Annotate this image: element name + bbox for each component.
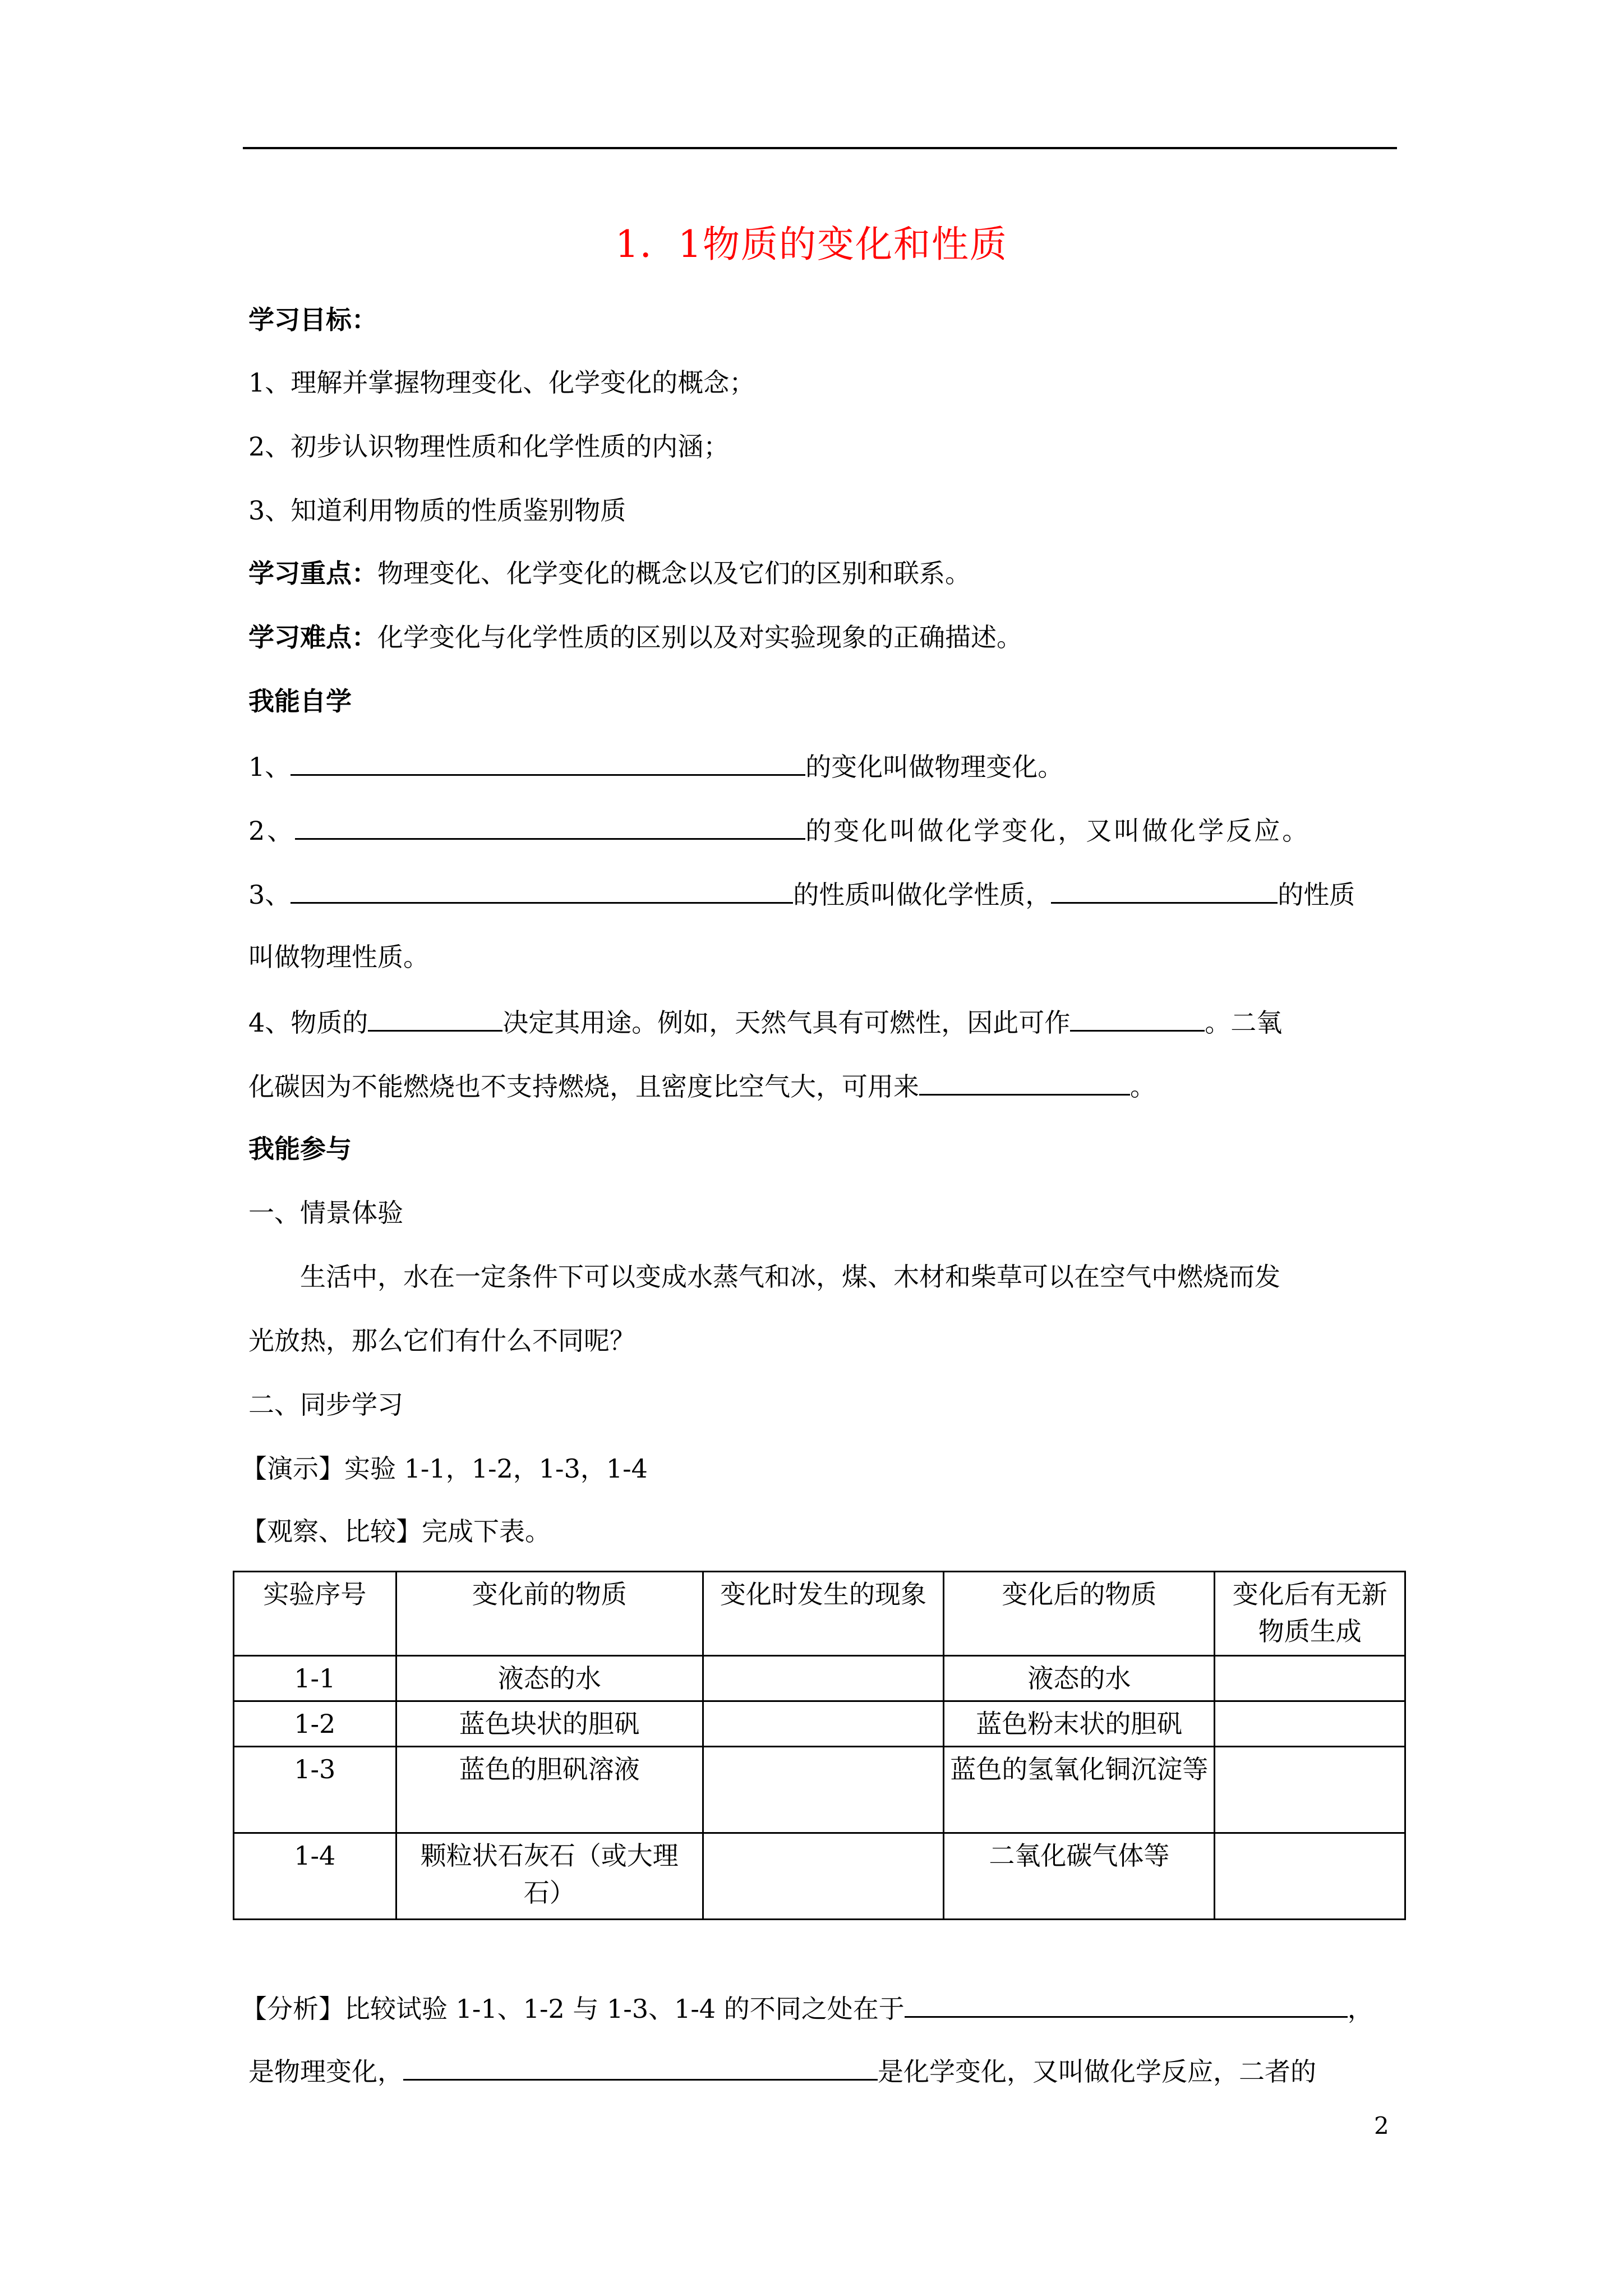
q1-number: 1、: [248, 752, 291, 782]
header-cell-after: 变化后的物质: [944, 1572, 1215, 1656]
q4-text-mid: 决定其用途。例如，天然气具有可燃性，因此可作: [502, 1007, 1071, 1038]
cell-phenomenon[interactable]: [703, 1747, 943, 1833]
observe-line: 【观察、比较】完成下表。: [241, 1516, 551, 1547]
self-study-q3: [248, 876, 1355, 912]
q4-answer-blank-2[interactable]: [1070, 1004, 1205, 1032]
cell-after: 液态的水: [944, 1656, 1215, 1701]
cell-id: 1-3: [234, 1747, 396, 1833]
cell-after: 蓝色粉末状的胆矾: [944, 1701, 1215, 1747]
self-study-q4: [248, 1004, 1282, 1039]
q4-answer-blank-1[interactable]: [368, 1004, 502, 1032]
header-cell-id: 实验序号: [234, 1572, 396, 1656]
scenario-paragraph-line1: 生活中，水在一定条件下可以变成水蒸气和冰，煤、木材和柴草可以在空气中燃烧而发: [300, 1262, 1280, 1292]
cell-before: 蓝色块状的胆矾: [396, 1701, 703, 1747]
table-row: [234, 1833, 1405, 1920]
experiment-table: [233, 1571, 1406, 1920]
cell-id: 1-1: [234, 1656, 396, 1701]
self-study-q4-line2: [248, 1068, 1156, 1103]
header-cell-new-substance: 变化后有无新物质生成: [1215, 1572, 1405, 1656]
analysis-text-1: 【分析】比较试验 1-1、1-2 与 1-3、1-4 的不同之处在于: [241, 1994, 905, 2024]
q1-text: 的变化叫做物理变化。: [805, 752, 1064, 782]
cell-before: 蓝色的胆矾溶液: [396, 1747, 703, 1833]
cell-id: 1-2: [234, 1701, 396, 1747]
cell-new-substance[interactable]: [1215, 1701, 1405, 1747]
difficulty: [248, 620, 1022, 654]
table-header-row: [234, 1572, 1405, 1656]
cell-before: 液态的水: [396, 1656, 703, 1701]
cell-after: 蓝色的氢氧化铜沉淀等: [944, 1747, 1215, 1833]
header-cell-phenomenon: 变化时发生的现象: [703, 1572, 943, 1656]
cell-phenomenon[interactable]: [703, 1656, 943, 1701]
cell-id: 1-4: [234, 1833, 396, 1920]
header-cell-before: 变化前的物质: [396, 1572, 703, 1656]
q4-text-before: 4、物质的: [248, 1007, 368, 1038]
table-row: [234, 1747, 1405, 1833]
self-study-q2: [248, 812, 1310, 848]
demo-line: 【演示】实验 1-1，1-2，1-3，1-4: [241, 1453, 648, 1484]
cell-before: 颗粒状石灰石（或大理石）: [396, 1833, 703, 1920]
participate-heading: 我能参与: [248, 1134, 352, 1164]
header-rule: [243, 147, 1397, 149]
cell-new-substance[interactable]: [1215, 1656, 1405, 1701]
analysis-answer-blank-1[interactable]: [905, 1990, 1348, 2018]
q2-text: 的变化叫做化学变化，又叫做化学反应。: [805, 816, 1311, 846]
q4-text-after: 。二氧: [1205, 1007, 1283, 1038]
page-title: 1．1物质的变化和性质: [615, 223, 1008, 266]
q4-line2-text: 化碳因为不能燃烧也不支持燃烧，且密度比空气大，可用来: [248, 1071, 919, 1102]
analysis-text-2: 是物理变化，: [248, 2056, 403, 2087]
self-study-q1: [248, 748, 1063, 784]
cell-new-substance[interactable]: [1215, 1747, 1405, 1833]
q2-answer-blank[interactable]: [295, 812, 805, 840]
q1-answer-blank[interactable]: [291, 748, 805, 776]
key-point: [248, 556, 971, 590]
scenario-paragraph-line2: 光放热，那么它们有什么不同呢？: [248, 1326, 635, 1356]
q4-answer-blank-3[interactable]: [919, 1068, 1130, 1096]
difficulty-text: 化学变化与化学性质的区别以及对实验现象的正确描述。: [377, 622, 1022, 652]
key-point-text: 物理变化、化学变化的概念以及它们的区别和联系。: [377, 558, 971, 588]
objectives-heading: 学习目标：: [248, 305, 377, 335]
cell-new-substance[interactable]: [1215, 1833, 1405, 1920]
cell-phenomenon[interactable]: [703, 1833, 943, 1920]
q4-line2-end: 。: [1130, 1071, 1156, 1102]
objective-item-3: 3、知道利用物质的性质鉴别物质: [248, 495, 626, 526]
section-sync-learning: 二、同步学习: [248, 1389, 403, 1420]
analysis-text-3: 是化学变化，又叫做化学反应，二者的: [878, 2056, 1316, 2087]
analysis-answer-blank-2[interactable]: [403, 2053, 878, 2081]
q3-answer-blank-1[interactable]: [291, 876, 793, 904]
section-scenario: 一、情景体验: [248, 1198, 403, 1228]
difficulty-label: 学习难点：: [248, 622, 377, 652]
table-row: [234, 1701, 1405, 1747]
q3-text-after: 的性质: [1278, 880, 1355, 910]
self-study-heading: 我能自学: [248, 686, 352, 716]
q3-answer-blank-2[interactable]: [1051, 876, 1278, 904]
objective-item-1: 1、理解并掌握物理变化、化学变化的概念；: [248, 367, 755, 398]
cell-after: 二氧化碳气体等: [944, 1833, 1215, 1920]
key-point-label: 学习重点：: [248, 558, 377, 588]
q3-number: 3、: [248, 880, 291, 910]
page-number: 2: [1374, 2112, 1389, 2139]
analysis-comma: ，: [1347, 1994, 1373, 2024]
analysis-line2: [248, 2053, 1316, 2088]
self-study-q3-line2: 叫做物理性质。: [248, 942, 429, 972]
q2-number: 2、: [248, 816, 296, 846]
analysis-line1: [241, 1990, 1373, 2026]
table-row: [234, 1656, 1405, 1701]
q3-text-mid: 的性质叫做化学性质，: [793, 880, 1052, 910]
objective-item-2: 2、初步认识物理性质和化学性质的内涵；: [248, 431, 730, 462]
cell-phenomenon[interactable]: [703, 1701, 943, 1747]
